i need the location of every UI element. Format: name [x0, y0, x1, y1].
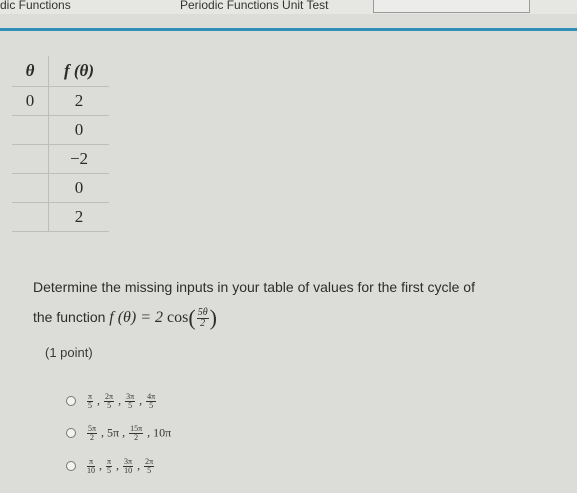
term-separator: ,: [116, 457, 120, 472]
table-row: [12, 203, 109, 232]
option-expression: [86, 425, 171, 442]
paren-open: (: [188, 305, 196, 330]
question-text: [33, 272, 553, 333]
table-row: [12, 174, 109, 203]
term-separator: ,: [118, 392, 122, 407]
term-separator: ,: [122, 424, 126, 439]
option-term: 10π: [153, 424, 172, 439]
argument-denominator: 2: [200, 317, 206, 329]
option-term: $\frac{3\pi}{10}$: [124, 456, 133, 475]
option-term: $\frac{4\pi}{5}$: [147, 391, 156, 410]
argument-fraction: [197, 308, 209, 329]
points-label: (1 point): [45, 345, 93, 360]
argument-numerator: 5θ: [197, 306, 208, 318]
term-separator: ,: [97, 392, 101, 407]
paren-close: ): [209, 305, 217, 330]
table-row: [12, 145, 109, 174]
question-prefix: the function: [33, 309, 110, 325]
theta-header: θ: [12, 56, 49, 87]
question-line-1: Determine the missing inputs in your table of values for the first cycle of: [33, 279, 475, 295]
option-term: $\frac{2\pi}{5}$: [105, 391, 114, 410]
answer-option-2[interactable]: [66, 423, 171, 443]
theta-cell: [12, 116, 49, 145]
answer-option-1[interactable]: [66, 391, 157, 411]
option-term: $\frac{3\pi}{5}$: [126, 391, 135, 410]
term-separator: ,: [101, 424, 105, 439]
answer-option-3[interactable]: [66, 456, 155, 476]
table-row: [12, 87, 109, 116]
top-bar: [0, 0, 577, 14]
header-divider: [0, 28, 577, 31]
option-term: $\frac{\pi}{5}$: [107, 456, 112, 475]
theta-cell: 0: [12, 87, 49, 116]
table-row: [12, 116, 109, 145]
term-separator: ,: [147, 424, 151, 439]
header-field[interactable]: [373, 0, 530, 13]
radio-button[interactable]: [66, 461, 76, 471]
option-expression: [86, 458, 155, 475]
option-term: $\frac{15\pi}{2}$: [130, 423, 143, 442]
f-cell: −2: [49, 145, 110, 174]
radio-button[interactable]: [66, 428, 76, 438]
option-term: $\frac{5\pi}{2}$: [88, 423, 97, 442]
theta-cell: [12, 203, 49, 232]
question-line-2: [33, 302, 553, 333]
theta-cell: [12, 145, 49, 174]
table-header-row: [12, 56, 109, 87]
option-term: $\frac{\pi}{10}$: [87, 456, 95, 475]
f-theta-header: f (θ): [49, 56, 110, 87]
function-expression: [109, 305, 217, 330]
test-tab-label[interactable]: Periodic Functions Unit Test: [180, 0, 329, 12]
theta-cell: [12, 174, 49, 203]
option-term: $\frac{2\pi}{5}$: [145, 456, 154, 475]
function-lhs: f (θ) = 2: [109, 309, 164, 326]
f-cell: 2: [49, 87, 110, 116]
term-separator: ,: [99, 457, 102, 472]
radio-button[interactable]: [66, 396, 76, 406]
cos-label: cos: [167, 309, 189, 326]
unit-tab-label[interactable]: dic Functions: [0, 0, 71, 12]
f-cell: 0: [49, 116, 110, 145]
option-expression: [86, 393, 157, 410]
term-separator: ,: [137, 457, 141, 472]
term-separator: ,: [139, 392, 143, 407]
option-term: $\frac{\pi}{5}$: [88, 391, 93, 410]
option-term: 5π: [107, 424, 120, 439]
values-table: [12, 56, 109, 232]
f-cell: 2: [49, 203, 110, 232]
f-cell: 0: [49, 174, 110, 203]
